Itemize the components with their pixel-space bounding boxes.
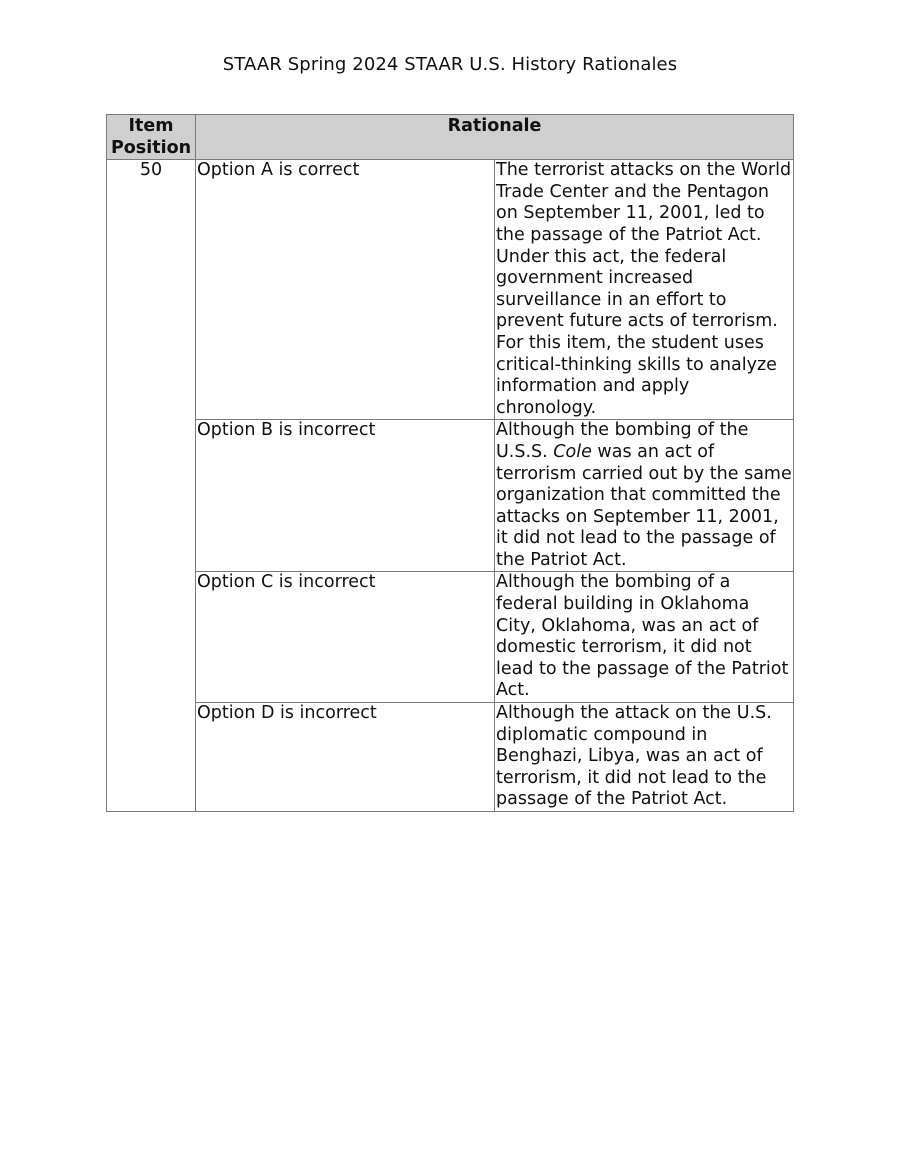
option-b-ship-name: Cole	[553, 441, 592, 462]
option-b-label: Option B is incorrect	[196, 420, 495, 572]
option-b-text-before: Although the bombing of the U.S.S.	[496, 420, 749, 462]
table-row	[107, 703, 794, 812]
option-c-label: Option C is incorrect	[196, 572, 495, 703]
item-position-value: 50	[107, 160, 196, 812]
option-b-text-after: was an act of terrorism carried out by the same organization that committed the attacks on September 11, 2001, it did not lead to the passage of the Patriot Act.	[496, 441, 792, 570]
option-c-rationale: Although the bombing of a federal building in Oklahoma City, Oklahoma, was an act of domestic terrorism, it did not lead to the passage of the Patriot Act.	[495, 572, 794, 703]
table-row	[107, 420, 794, 572]
option-a-rationale: The terrorist attacks on the World Trade Center and the Pentagon on September 11, 2001, led to the passage of the Patriot Act. Under this act, the federal government increased surveillance in an effort to prevent future acts of terrorism. For this item, the student uses critical-thinking skills to analyze information and apply chronology.	[495, 160, 794, 420]
table-row	[107, 160, 794, 420]
column-header-rationale: Rationale	[196, 115, 794, 160]
table-row	[107, 572, 794, 703]
option-a-label: Option A is correct	[196, 160, 495, 420]
option-b-rationale	[495, 420, 794, 572]
table-header-row	[107, 115, 794, 160]
option-d-rationale: Although the attack on the U.S. diplomatic compound in Benghazi, Libya, was an act of terrorism, it did not lead to the passage of the Patriot Act.	[495, 703, 794, 812]
page-title: STAAR Spring 2024 STAAR U.S. History Rationales	[222, 54, 678, 75]
rationale-table	[106, 114, 794, 812]
column-header-item-position: Item Position	[107, 115, 196, 160]
option-d-label: Option D is incorrect	[196, 703, 495, 812]
